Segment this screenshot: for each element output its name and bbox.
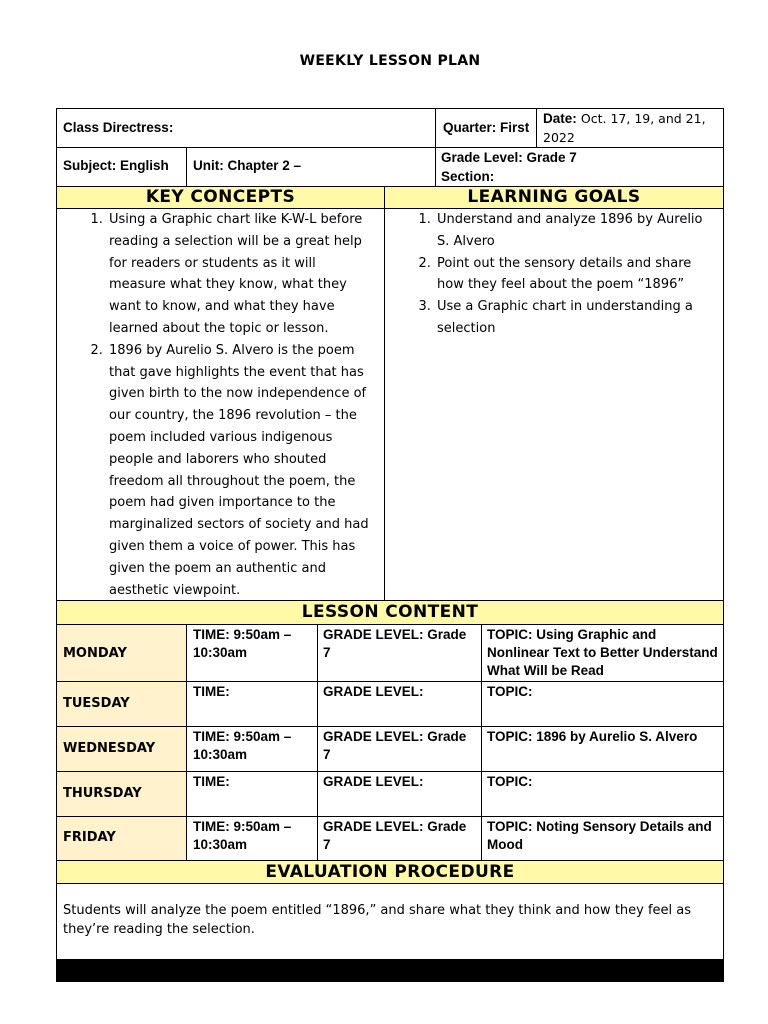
- learning-goals-body: [385, 209, 723, 601]
- day-thursday: THURSDAY: [57, 772, 187, 817]
- page-title: WEEKLY LESSON PLAN: [299, 53, 481, 69]
- day-wednesday: WEDNESDAY: [57, 727, 187, 772]
- grade-cell: GRADE LEVEL: Grade 7: [318, 625, 482, 682]
- evaluation-heading: EVALUATION PROCEDURE: [57, 861, 723, 884]
- footer-bar: [57, 959, 723, 981]
- key-concept-item: 2. 1896 by Aurelio S. Alvero is the poem that gave highlights the event that has given birth to the now independence of our country, the 1896 revolution – the poem included various indigenous people and laborers who shouted freedom all throughout the poem, the poem had given importance to the marginalized sectors of society and had given them a voice of power. This has given the poem an authentic and aesthetic viewpoint.: [107, 340, 374, 602]
- key-concept-item: 1. Using a Graphic chart like K-W-L before reading a selection will be a great help for readers or students as it will measure what they know, what they want to know, and what they have learned about the topic or lesson.: [107, 209, 374, 340]
- key-concepts-heading: KEY CONCEPTS: [57, 187, 385, 209]
- lesson-content-heading: LESSON CONTENT: [57, 601, 723, 625]
- learning-goals-heading: LEARNING GOALS: [385, 187, 723, 209]
- section-label: Section:: [441, 169, 495, 184]
- key-concepts-body: [57, 209, 385, 601]
- topic-cell: TOPIC: Using Graphic and Nonlinear Text to Better Understand What Will be Read: [482, 625, 723, 682]
- quarter-cell: [436, 109, 537, 148]
- time-cell: TIME: 9:50am – 10:30am: [187, 817, 318, 861]
- grade-cell: GRADE LEVEL:: [318, 682, 482, 727]
- grade-cell: GRADE LEVEL: Grade 7: [318, 817, 482, 861]
- topic-cell: TOPIC:: [482, 682, 723, 727]
- date-cell: [537, 109, 723, 148]
- quarter-label: Quarter: First: [443, 120, 530, 135]
- lesson-plan-table: [56, 108, 724, 982]
- unit-cell: [187, 148, 436, 187]
- time-cell: TIME:: [187, 682, 318, 727]
- date-value: Oct. 17, 19, and 21, 2022: [543, 111, 706, 145]
- learning-goal-item: 1. Understand and analyze 1896 by Aurelio S. Alvero: [435, 209, 711, 253]
- grade-cell: GRADE LEVEL:: [318, 772, 482, 817]
- date-label: Date:: [543, 111, 577, 126]
- day-tuesday: TUESDAY: [57, 682, 187, 727]
- time-cell: TIME: 9:50am – 10:30am: [187, 727, 318, 772]
- learning-goal-item: 2. Point out the sensory details and share how they feel about the poem “1896”: [435, 253, 711, 297]
- day-friday: FRIDAY: [57, 817, 187, 861]
- subject-cell: [57, 148, 187, 187]
- topic-cell: TOPIC: Noting Sensory Details and Mood: [482, 817, 723, 861]
- grade-level-label: Grade Level: Grade 7: [441, 150, 577, 165]
- subject-label: Subject: English: [63, 158, 169, 173]
- day-monday: MONDAY: [57, 625, 187, 682]
- topic-cell: TOPIC: 1896 by Aurelio S. Alvero: [482, 727, 723, 772]
- class-directress-cell: [57, 109, 436, 148]
- time-cell: TIME: 9:50am – 10:30am: [187, 625, 318, 682]
- evaluation-text: Students will analyze the poem entitled “1896,” and share what they think and how they feel as they’re reading the selection.: [63, 903, 692, 937]
- grade-section-cell: [436, 148, 723, 187]
- unit-label: Unit: Chapter 2 –: [193, 158, 302, 173]
- time-cell: TIME:: [187, 772, 318, 817]
- topic-cell: TOPIC:: [482, 772, 723, 817]
- class-directress-label: Class Directress:: [63, 120, 174, 135]
- learning-goal-item: 3. Use a Graphic chart in understanding a selection: [435, 296, 711, 340]
- grade-cell: GRADE LEVEL: Grade 7: [318, 727, 482, 772]
